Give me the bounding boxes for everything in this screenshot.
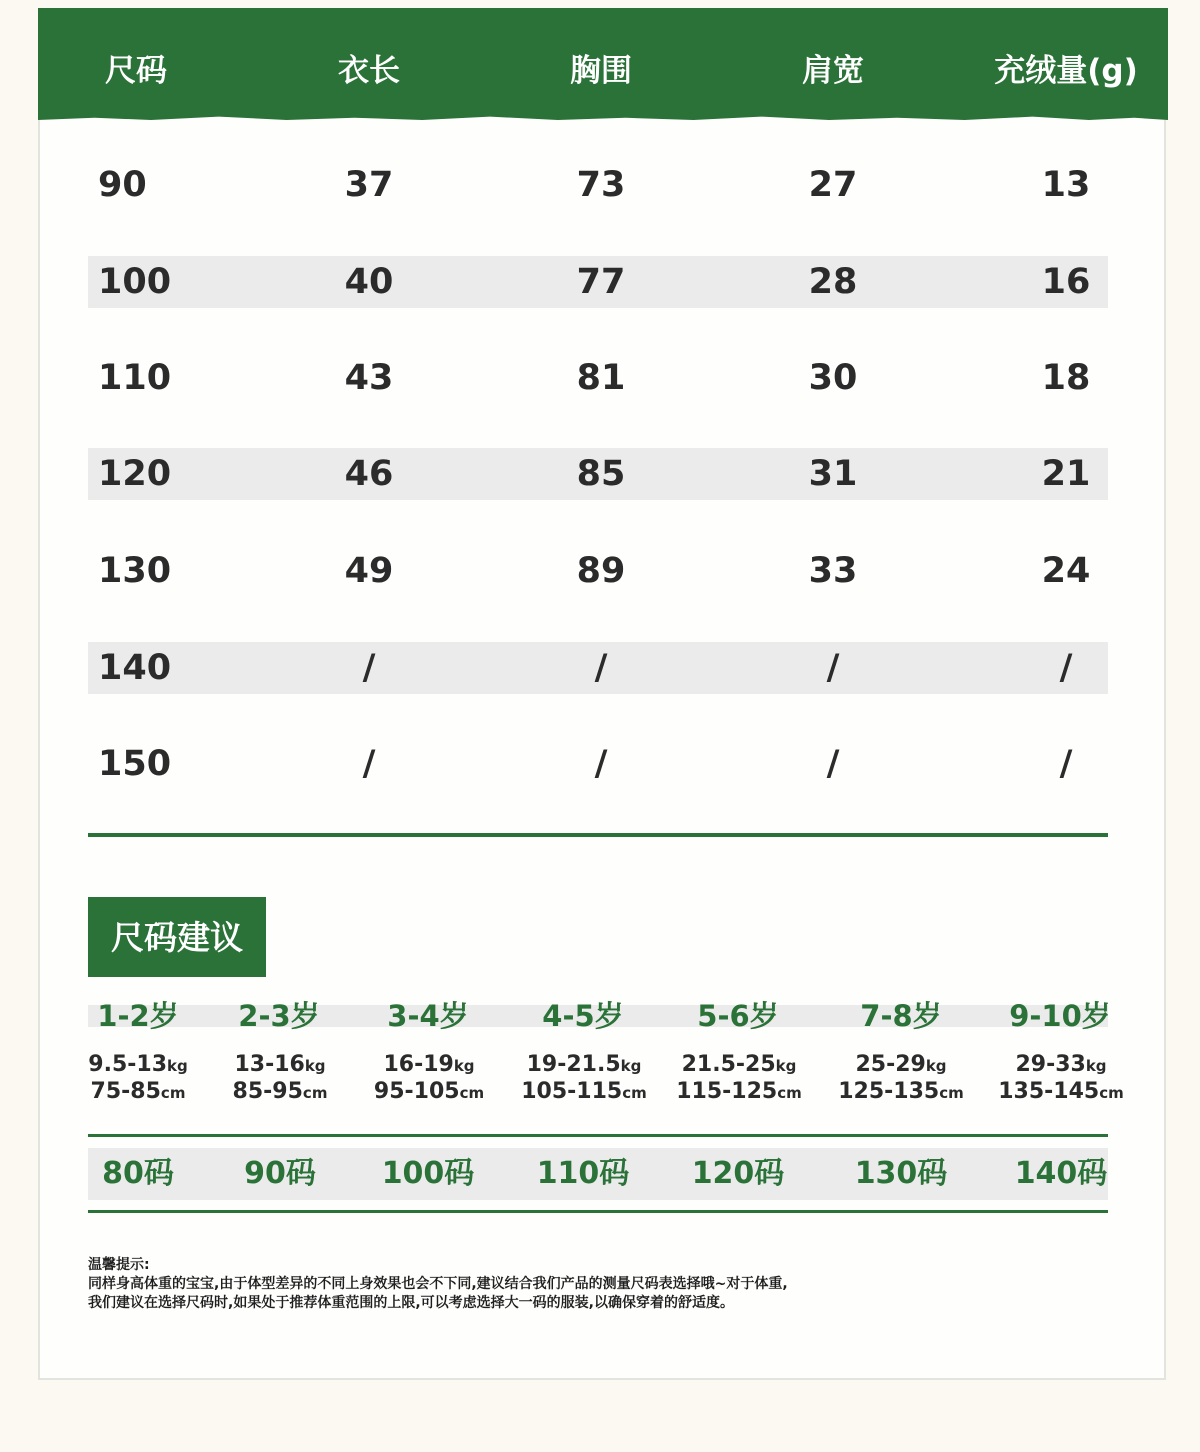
weight-unit: kg — [167, 1057, 188, 1075]
weight-range: 9.5-13 — [88, 1052, 167, 1077]
table-row — [88, 159, 1108, 211]
cell-shoulder: 27 — [808, 165, 858, 205]
cell-chest: 81 — [576, 358, 626, 398]
weight-range: 13-16 — [234, 1052, 305, 1077]
age-label: 1-2岁 — [97, 999, 179, 1033]
cell-size: 110 — [98, 358, 172, 398]
cell-down-fill: 16 — [1041, 262, 1091, 302]
cell-length: 37 — [344, 165, 394, 205]
tips-heading: 温馨提示: — [88, 1257, 150, 1273]
age-label: 3-4岁 — [387, 999, 469, 1033]
cell-down-fill: / — [1059, 744, 1073, 784]
recommended-size: 100码 — [381, 1156, 475, 1191]
tips-line: 我们建议在选择尺码时,如果处于推荐体重范围的上限,可以考虑选择大一码的服装,以确保穿着的舒适度。 — [88, 1295, 734, 1311]
weight-unit: kg — [453, 1057, 475, 1075]
weight-unit: kg — [925, 1057, 947, 1075]
cell-length: / — [362, 648, 376, 688]
age-label: 4-5岁 — [542, 999, 624, 1033]
cell-size: 90 — [98, 165, 147, 205]
weight-height-spec — [195, 1052, 365, 1106]
height-range: 125-135 — [838, 1079, 940, 1104]
weight-height-spec — [654, 1052, 824, 1106]
header-down-fill: 充绒量(g) — [994, 53, 1138, 89]
header-size: 尺码 — [105, 53, 167, 89]
advice-divider-top — [88, 1134, 1108, 1137]
cell-shoulder: / — [826, 744, 840, 784]
cell-down-fill: 13 — [1041, 165, 1091, 205]
weight-unit: kg — [775, 1057, 797, 1075]
cell-size: 140 — [98, 648, 172, 688]
cell-down-fill: 21 — [1041, 454, 1091, 494]
header-length: 衣长 — [338, 53, 400, 89]
cell-shoulder: 33 — [808, 551, 858, 591]
cell-length: 43 — [344, 358, 394, 398]
table-row — [88, 352, 1108, 404]
weight-range: 16-19 — [383, 1052, 454, 1077]
table-row — [88, 545, 1108, 597]
cell-shoulder: / — [826, 648, 840, 688]
height-unit: cm — [622, 1084, 647, 1102]
weight-range: 29-33 — [1015, 1052, 1086, 1077]
cell-length: 46 — [344, 454, 394, 494]
recommended-size: 130码 — [854, 1156, 948, 1191]
cell-size: 120 — [98, 454, 172, 494]
cell-size: 100 — [98, 262, 172, 302]
cell-shoulder: 30 — [808, 358, 858, 398]
weight-height-spec — [499, 1052, 669, 1106]
cell-down-fill: 18 — [1041, 358, 1091, 398]
recommended-size: 110码 — [536, 1156, 630, 1191]
height-range: 75-85 — [90, 1079, 161, 1104]
height-unit: cm — [777, 1084, 802, 1102]
cell-size: 130 — [98, 551, 172, 591]
weight-unit: kg — [620, 1057, 642, 1075]
age-label: 2-3岁 — [238, 999, 320, 1033]
table-divider — [88, 833, 1108, 837]
age-label: 9-10岁 — [1009, 999, 1111, 1033]
weight-unit: kg — [304, 1057, 326, 1075]
height-range: 85-95 — [232, 1079, 303, 1104]
cell-length: 49 — [344, 551, 394, 591]
cell-chest: 73 — [576, 165, 626, 205]
cell-shoulder: 28 — [808, 262, 858, 302]
weight-range: 19-21.5 — [526, 1052, 621, 1077]
table-row — [88, 448, 1108, 500]
weight-unit: kg — [1085, 1057, 1107, 1075]
cell-chest: 85 — [576, 454, 626, 494]
cell-chest: 77 — [576, 262, 626, 302]
warm-tips — [88, 1256, 1088, 1313]
height-unit: cm — [1099, 1084, 1124, 1102]
header-shoulder: 肩宽 — [802, 53, 864, 89]
height-unit: cm — [459, 1084, 485, 1102]
table-row — [88, 738, 1108, 790]
recommended-size: 140码 — [1014, 1156, 1108, 1191]
height-range: 95-105 — [373, 1079, 460, 1104]
height-unit: cm — [160, 1084, 186, 1102]
recommended-size: 120码 — [691, 1156, 785, 1191]
advice-divider-bottom — [88, 1210, 1108, 1213]
tips-line: 同样身高体重的宝宝,由于体型差异的不同上身效果也会不下同,建议结合我们产品的测量尺码表选择哦~对于体重, — [88, 1276, 788, 1292]
recommended-size: 90码 — [244, 1156, 316, 1191]
cell-chest: 89 — [576, 551, 626, 591]
cell-down-fill: / — [1059, 648, 1073, 688]
cell-shoulder: 31 — [808, 454, 858, 494]
height-range: 115-125 — [676, 1079, 778, 1104]
weight-range: 25-29 — [855, 1052, 926, 1077]
table-row — [88, 256, 1108, 308]
weight-height-spec — [816, 1052, 986, 1106]
recommended-size: 80码 — [102, 1156, 174, 1191]
age-label: 5-6岁 — [697, 999, 779, 1033]
height-range: 135-145 — [998, 1079, 1100, 1104]
cell-chest: / — [594, 744, 608, 784]
weight-height-spec — [344, 1052, 514, 1106]
cell-size: 150 — [98, 744, 172, 784]
weight-height-spec — [976, 1052, 1146, 1106]
weight-range: 21.5-25 — [681, 1052, 776, 1077]
table-row — [88, 642, 1108, 694]
height-unit: cm — [302, 1084, 328, 1102]
cell-chest: / — [594, 648, 608, 688]
cell-length: 40 — [344, 262, 394, 302]
cell-length: / — [362, 744, 376, 784]
size-advice-title: 尺码建议 — [88, 897, 266, 977]
header-chest: 胸围 — [570, 53, 632, 89]
height-range: 105-115 — [521, 1079, 623, 1104]
cell-down-fill: 24 — [1041, 551, 1091, 591]
height-unit: cm — [939, 1084, 964, 1102]
age-label: 7-8岁 — [860, 999, 942, 1033]
